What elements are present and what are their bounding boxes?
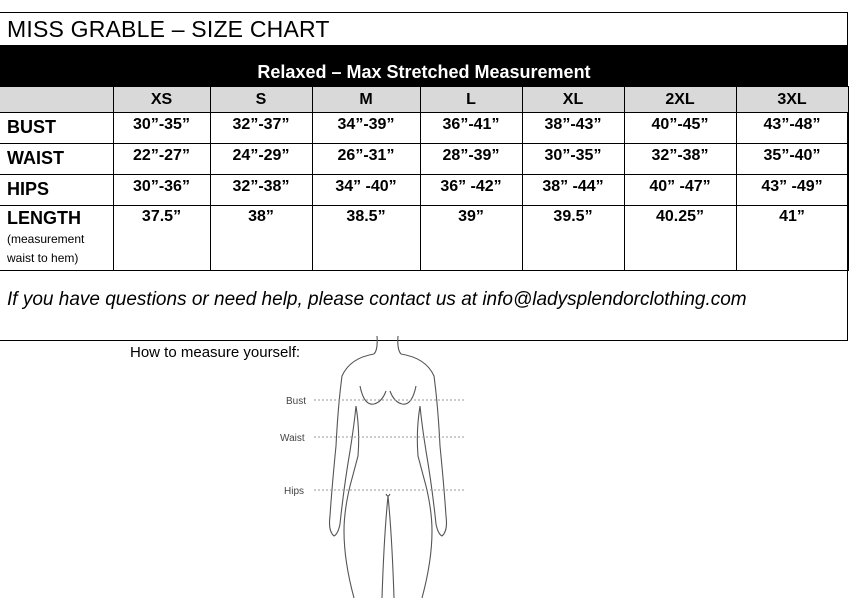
contact-note: If you have questions or need help, please contact us at info@ladysplendorclothing.com	[7, 289, 747, 310]
row-label-text: LENGTH	[7, 208, 81, 228]
table-cell: 40.25”	[624, 206, 736, 271]
table-row-hips	[0, 175, 848, 206]
table-cell: 36” -42”	[420, 175, 522, 206]
table-cell: 34”-39”	[312, 113, 420, 144]
table-cell: 22”-27”	[113, 144, 210, 175]
table-cell: 39”	[420, 206, 522, 271]
waist-label: Waist	[280, 433, 305, 444]
row-label: WAIST	[0, 144, 113, 175]
table-cell: 38” -44”	[522, 175, 624, 206]
row-label	[0, 206, 113, 271]
size-header-row	[0, 87, 848, 113]
table-cell: 24”-29”	[210, 144, 312, 175]
header-corner	[0, 87, 113, 113]
table-row-bust	[0, 113, 848, 144]
row-label: BUST	[0, 113, 113, 144]
size-header: M	[312, 87, 420, 113]
table-cell: 28”-39”	[420, 144, 522, 175]
size-header: XS	[113, 87, 210, 113]
table-row-waist	[0, 144, 848, 175]
table-cell: 32”-37”	[210, 113, 312, 144]
how-to-measure-heading: How to measure yourself:	[130, 344, 301, 361]
size-table	[0, 86, 849, 271]
table-cell: 37.5”	[113, 206, 210, 271]
table-cell: 34” -40”	[312, 175, 420, 206]
table-cell: 41”	[736, 206, 848, 271]
table-cell: 26”-31”	[312, 144, 420, 175]
row-label: HIPS	[0, 175, 113, 206]
table-cell: 43” -49”	[736, 175, 848, 206]
table-cell: 32”-38”	[624, 144, 736, 175]
size-header: 2XL	[624, 87, 736, 113]
table-cell: 39.5”	[522, 206, 624, 271]
table-cell: 38”	[210, 206, 312, 271]
table-cell: 30”-35”	[113, 113, 210, 144]
table-cell: 38”-43”	[522, 113, 624, 144]
table-cell: 40” -47”	[624, 175, 736, 206]
hips-label: Hips	[284, 486, 305, 497]
chart-title: MISS GRABLE – SIZE CHART	[7, 16, 330, 42]
band-label: Relaxed – Max Stretched Measurement	[257, 62, 591, 82]
table-cell: 43”-48”	[736, 113, 848, 144]
table-cell: 30”-35”	[522, 144, 624, 175]
body-measurement-figure	[270, 336, 490, 598]
size-header: 3XL	[736, 87, 848, 113]
size-header: S	[210, 87, 312, 113]
size-header: XL	[522, 87, 624, 113]
table-cell: 35”-40”	[736, 144, 848, 175]
row-sublabel: (measurement waist to hem)	[7, 232, 85, 265]
bust-label: Bust	[286, 396, 307, 407]
table-row-length	[0, 206, 848, 271]
size-chart	[0, 12, 848, 341]
table-cell: 36”-41”	[420, 113, 522, 144]
measurement-band	[0, 45, 848, 86]
table-cell: 30”-36”	[113, 175, 210, 206]
size-header: L	[420, 87, 522, 113]
table-cell: 40”-45”	[624, 113, 736, 144]
table-cell: 32”-38”	[210, 175, 312, 206]
table-cell: 38.5”	[312, 206, 420, 271]
